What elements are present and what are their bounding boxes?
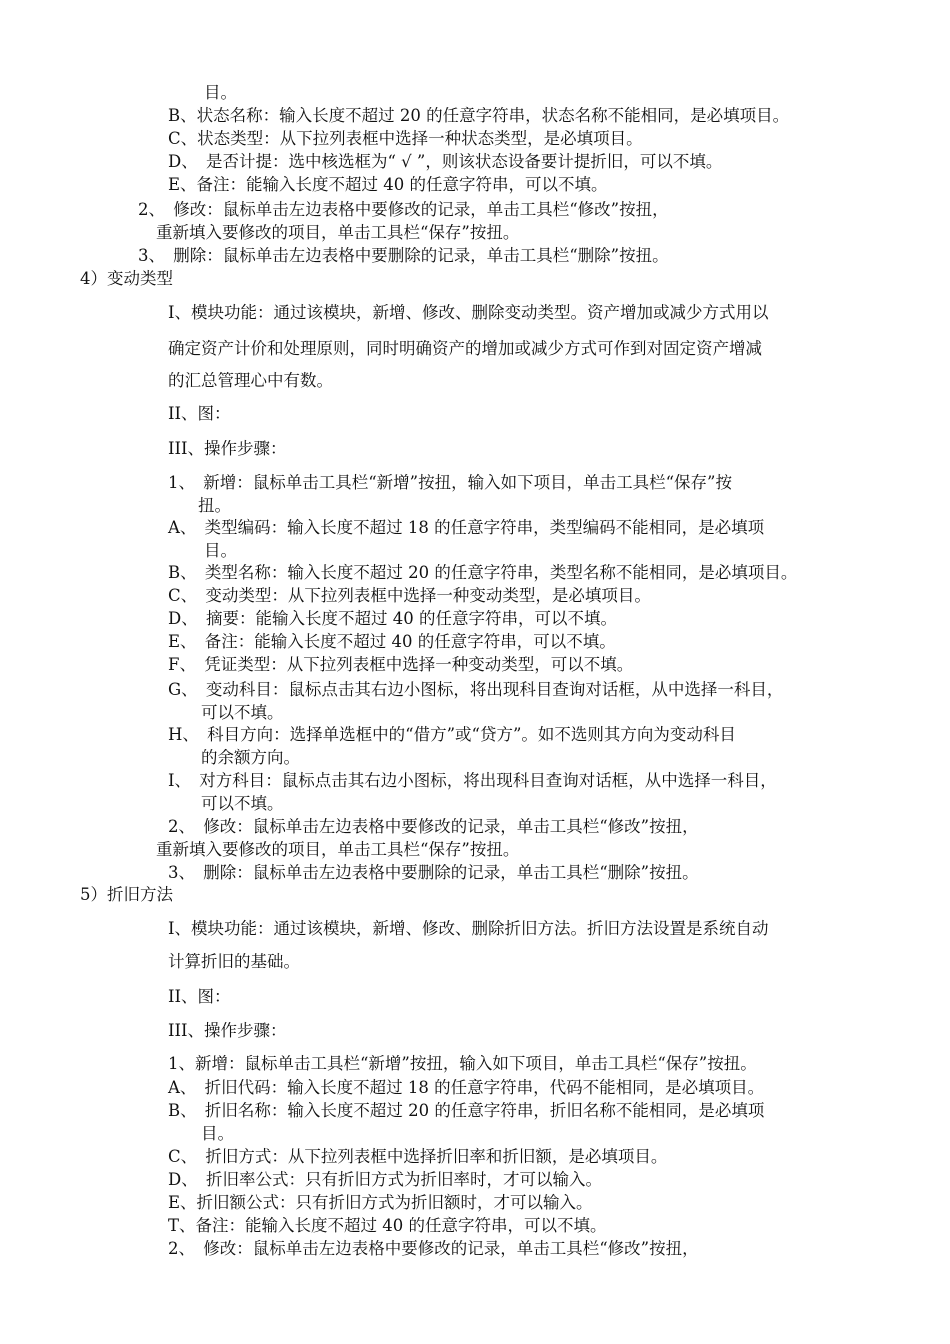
text-line: III、操作步骤： <box>168 1021 287 1040</box>
text-line: I、模块功能：通过该模块，新增、修改、删除折旧方法。折旧方法设置是系统自动 <box>168 919 769 938</box>
text-line: II、图： <box>168 404 231 423</box>
text-line: 可以不填。 <box>201 794 284 813</box>
text-line: 重新填入要修改的项目，单击工具栏“保存”按扭。 <box>156 840 520 859</box>
text-line: 3、 删除：鼠标单击左边表格中要删除的记录，单击工具栏“删除”按扭。 <box>168 863 699 882</box>
text-line: 3、 删除：鼠标单击左边表格中要删除的记录，单击工具栏“删除”按扭。 <box>138 246 669 265</box>
text-line: C、 折旧方式：从下拉列表框中选择折旧率和折旧额，是必填项目。 <box>168 1147 668 1166</box>
section-heading: 5）折旧方法 <box>80 885 173 904</box>
section-heading: 4）变动类型 <box>80 269 173 288</box>
text-line: II、图： <box>168 987 231 1006</box>
text-line: C、状态类型：从下拉列表框中选择一种状态类型，是必填项目。 <box>168 129 643 148</box>
text-line: D、 摘要：能输入长度不超过 40 的任意字符串，可以不填。 <box>168 609 617 628</box>
text-line: III、操作步骤： <box>168 439 287 458</box>
text-line: 确定资产计价和处理原则，同时明确资产的增加或减少方式可作到对固定资产增减 <box>168 339 762 358</box>
text-line: E、折旧额公式：只有折旧方式为折旧额时，才可以输入。 <box>168 1193 593 1212</box>
text-line: F、 凭证类型：从下拉列表框中选择一种变动类型，可以不填。 <box>168 655 634 674</box>
text-line: B、状态名称：输入长度不超过 20 的任意字符串，状态名称不能相同，是必填项目。 <box>168 106 790 125</box>
text-line: 1、新增：鼠标单击工具栏“新增”按扭，输入如下项目，单击工具栏“保存”按扭。 <box>168 1054 757 1073</box>
text-line: 目。 <box>204 541 237 560</box>
text-line: 2、 修改：鼠标单击左边表格中要修改的记录，单击工具栏“修改”按扭， <box>168 817 699 836</box>
text-line: 目。 <box>201 1124 234 1143</box>
text-line: 目。 <box>204 83 237 102</box>
text-line: H、 科目方向：选择单选框中的“借方”或“贷方”。如不选则其方向为变动科目 <box>168 725 736 744</box>
text-line: B、 折旧名称：输入长度不超过 20 的任意字符串，折旧名称不能相同，是必填项 <box>168 1101 765 1120</box>
text-line: 1、 新增：鼠标单击工具栏“新增”按扭，输入如下项目，单击工具栏“保存”按 <box>168 473 732 492</box>
text-line: D、 折旧率公式：只有折旧方式为折旧率时，才可以输入。 <box>168 1170 602 1189</box>
text-line: B、 类型名称：输入长度不超过 20 的任意字符串，类型名称不能相同，是必填项目。 <box>168 563 798 582</box>
text-line: 2、 修改：鼠标单击左边表格中要修改的记录，单击工具栏“修改”按扭， <box>138 200 669 219</box>
text-line: D、 是否计提：选中核选框为“ √ ”，则该状态设备要计提折旧，可以不填。 <box>168 152 723 171</box>
text-line: 扭。 <box>198 496 231 515</box>
text-line: I、模块功能：通过该模块，新增、修改、删除变动类型。资产增加或减少方式用以 <box>168 303 769 322</box>
text-line: G、 变动科目：鼠标点击其右边小图标，将出现科目查询对话框，从中选择一科目， <box>168 680 784 699</box>
text-line: I、 对方科目：鼠标点击其右边小图标，将出现科目查询对话框，从中选择一科目， <box>168 771 777 790</box>
text-line: 的余额方向。 <box>201 748 300 767</box>
text-line: E、备注：能输入长度不超过 40 的任意字符串，可以不填。 <box>168 175 608 194</box>
text-line: A、 类型编码：输入长度不超过 18 的任意字符串，类型编码不能相同，是必填项 <box>168 518 765 537</box>
text-line: 计算折旧的基础。 <box>168 952 300 971</box>
text-line: E、 备注：能输入长度不超过 40 的任意字符串，可以不填。 <box>168 632 616 651</box>
text-line: 可以不填。 <box>201 703 284 722</box>
text-line: C、 变动类型：从下拉列表框中选择一种变动类型，是必填项目。 <box>168 586 651 605</box>
text-line: 重新填入要修改的项目，单击工具栏“保存”按扭。 <box>156 223 520 242</box>
text-line: A、 折旧代码：输入长度不超过 18 的任意字符串，代码不能相同，是必填项目。 <box>168 1078 765 1097</box>
text-line: 2、 修改：鼠标单击左边表格中要修改的记录，单击工具栏“修改”按扭， <box>168 1239 699 1258</box>
text-line: T、备注：能输入长度不超过 40 的任意字符串，可以不填。 <box>168 1216 607 1235</box>
text-line: 的汇总管理心中有数。 <box>168 371 333 390</box>
